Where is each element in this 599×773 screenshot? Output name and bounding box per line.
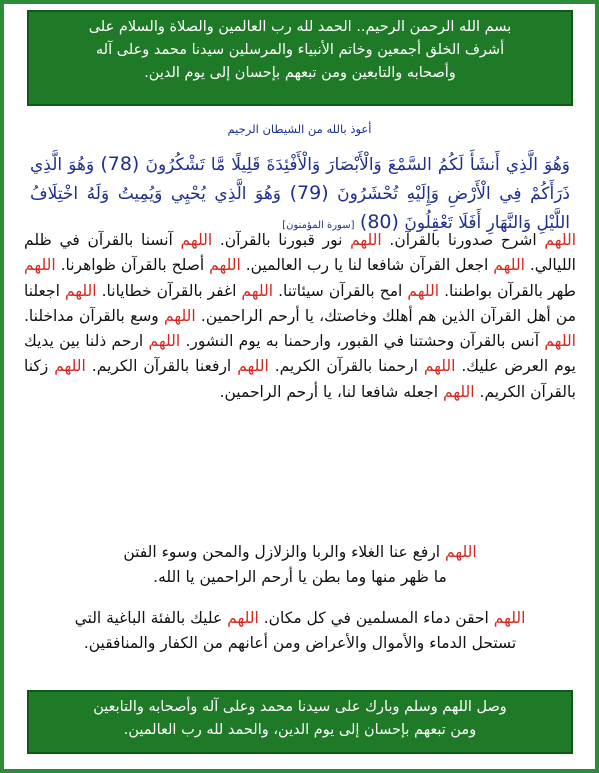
dua-segment: ارفعنا بالقرآن الكريم. — [91, 357, 232, 376]
allahumma-word: اللهم — [64, 281, 97, 300]
dua-segment: آنس بالقرآن وحشتنا في القبور، وارحمنا به يوم النشور. — [185, 332, 540, 351]
allahumma-word: اللهم — [544, 332, 576, 351]
dua-segment: اجعل القرآن شافعا لنا يا رب العالمين. — [245, 256, 489, 275]
dua-segment: آنسنا بالقرآن في ظلم الليالي. — [24, 231, 576, 275]
dua-segment: زكنا بالقرآن الكريم. — [24, 357, 576, 401]
quran-verses — [30, 150, 570, 240]
allahumma-word: اللهم — [164, 306, 196, 325]
allahumma-word: اللهم — [237, 357, 269, 376]
dua-segment: وسع بالقرآن مداخلنا. — [24, 306, 159, 325]
surah-reference: [سورة المؤمنون] — [282, 220, 355, 231]
dua-relief-line-2: ما ظهر منها وما بطن يا أرحم الراحمين يا الله. — [153, 568, 447, 586]
header-line: أشرف الخلق أجمعين وخاتم الأنبياء والمرسلين سيدنا محمد وعلى آله — [95, 42, 505, 58]
dua-segment: اجعلنا من أهل القرآن الذين هم أهلك وخاصتك، يا أرحم الراحمين. — [24, 281, 576, 325]
header-line: بسم الله الرحمن الرحيم.. الحمد لله رب العالمين والصلاة والسلام على — [88, 19, 512, 35]
verse-80: وَهُوَ الَّذِي يُحْيِي وَيُمِيتُ وَلَهُ اخْتِلَافُ اللَّيْلِ وَالنَّهَارِ أَفَلَا تَعْقِلُونَ — [30, 184, 570, 233]
audhu-line: أعوذ بالله من الشيطان الرجيم — [227, 122, 372, 136]
allahumma-word: اللهم — [350, 231, 382, 249]
dua-muslims-line-2: تستحل الدماء والأموال والأعراض ومن أعانهم من الكفار والمنافقين. — [83, 634, 517, 652]
dua-relief — [20, 540, 580, 590]
dua-segment: ارحم ذلنا بين يديك يوم العرض عليك. — [24, 332, 576, 376]
footer-banner — [27, 690, 573, 754]
dua-muslims-text-b: عليك بالفئة الباغية التي — [74, 609, 223, 627]
dua-muslims-text-a: احقن دماء المسلمين في كل مكان. — [263, 609, 489, 627]
allahumma-word: اللهم — [544, 231, 576, 249]
dua-segment: اغفر بالقرآن خطايانا. — [101, 281, 237, 300]
dua-muslims-line-1 — [20, 606, 580, 631]
dua-muslims — [20, 606, 580, 656]
verse-number: (78) — [100, 153, 140, 175]
dua-segment: ارحمنا بالقرآن الكريم. — [274, 357, 418, 376]
verse-79: وَهُوَ الَّذِي ذَرَأَكُمْ فِي الْأَرْضِ وَإِلَيْهِ تُحْشَرُونَ — [30, 155, 571, 204]
verse-number: (80) — [359, 211, 399, 233]
allahumma-word: اللهم — [241, 281, 274, 300]
allahumma-word: اللهم — [445, 543, 477, 561]
allahumma-word: اللهم — [209, 256, 241, 275]
allahumma-word: اللهم — [493, 256, 525, 275]
allahumma-word: اللهم — [54, 357, 86, 376]
allahumma-word: اللهم — [24, 256, 56, 275]
dua-segment: طهر بالقرآن بواطننا. — [444, 281, 576, 300]
dua-segment: اشرح صدورنا بالقرآن. — [389, 231, 537, 249]
dua-relief-text: ارفع عنا الغلاء والربا والزلازل والمحن وسوء الفتن — [123, 543, 441, 561]
footer-line: ومن تبعهم بإحسان إلى يوم الدين، والحمد لله رب العالمين. — [123, 722, 477, 738]
header-banner — [27, 10, 573, 106]
allahumma-word: اللهم — [442, 382, 475, 401]
allahumma-word: اللهم — [407, 281, 440, 300]
verse-number: (79) — [289, 182, 329, 204]
dua-segment: نور قبورنا بالقرآن. — [219, 231, 343, 249]
allahumma-word: اللهم — [493, 609, 526, 627]
allahumma-word: اللهم — [423, 357, 456, 376]
allahumma-word: اللهم — [180, 231, 213, 249]
dua-segment: اجعله شافعا لنا، يا أرحم الراحمين. — [219, 382, 439, 401]
allahumma-word: اللهم — [148, 332, 181, 351]
dua-segment: امح بالقرآن سيئاتنا. — [278, 281, 403, 300]
dua-relief-line-1 — [20, 540, 580, 565]
dua-paragraph — [24, 228, 576, 405]
dua-segment: أصلح بالقرآن ظواهرنا. — [60, 256, 205, 275]
header-line: وأصحابه والتابعين ومن تبعهم بإحسان إلى يوم الدين. — [144, 65, 456, 81]
verse-78: وَهُوَ الَّذِي أَنشَأَ لَكُمُ السَّمْعَ وَالْأَبْصَارَ وَالْأَفْئِدَةَ قَلِيلًا مَّا تَشْكُرُونَ — [145, 155, 570, 175]
allahumma-word: اللهم — [227, 609, 259, 627]
footer-line: وصل اللهم وسلم وبارك على سيدنا محمد وعلى آله وأصحابه والتابعين — [93, 699, 507, 715]
